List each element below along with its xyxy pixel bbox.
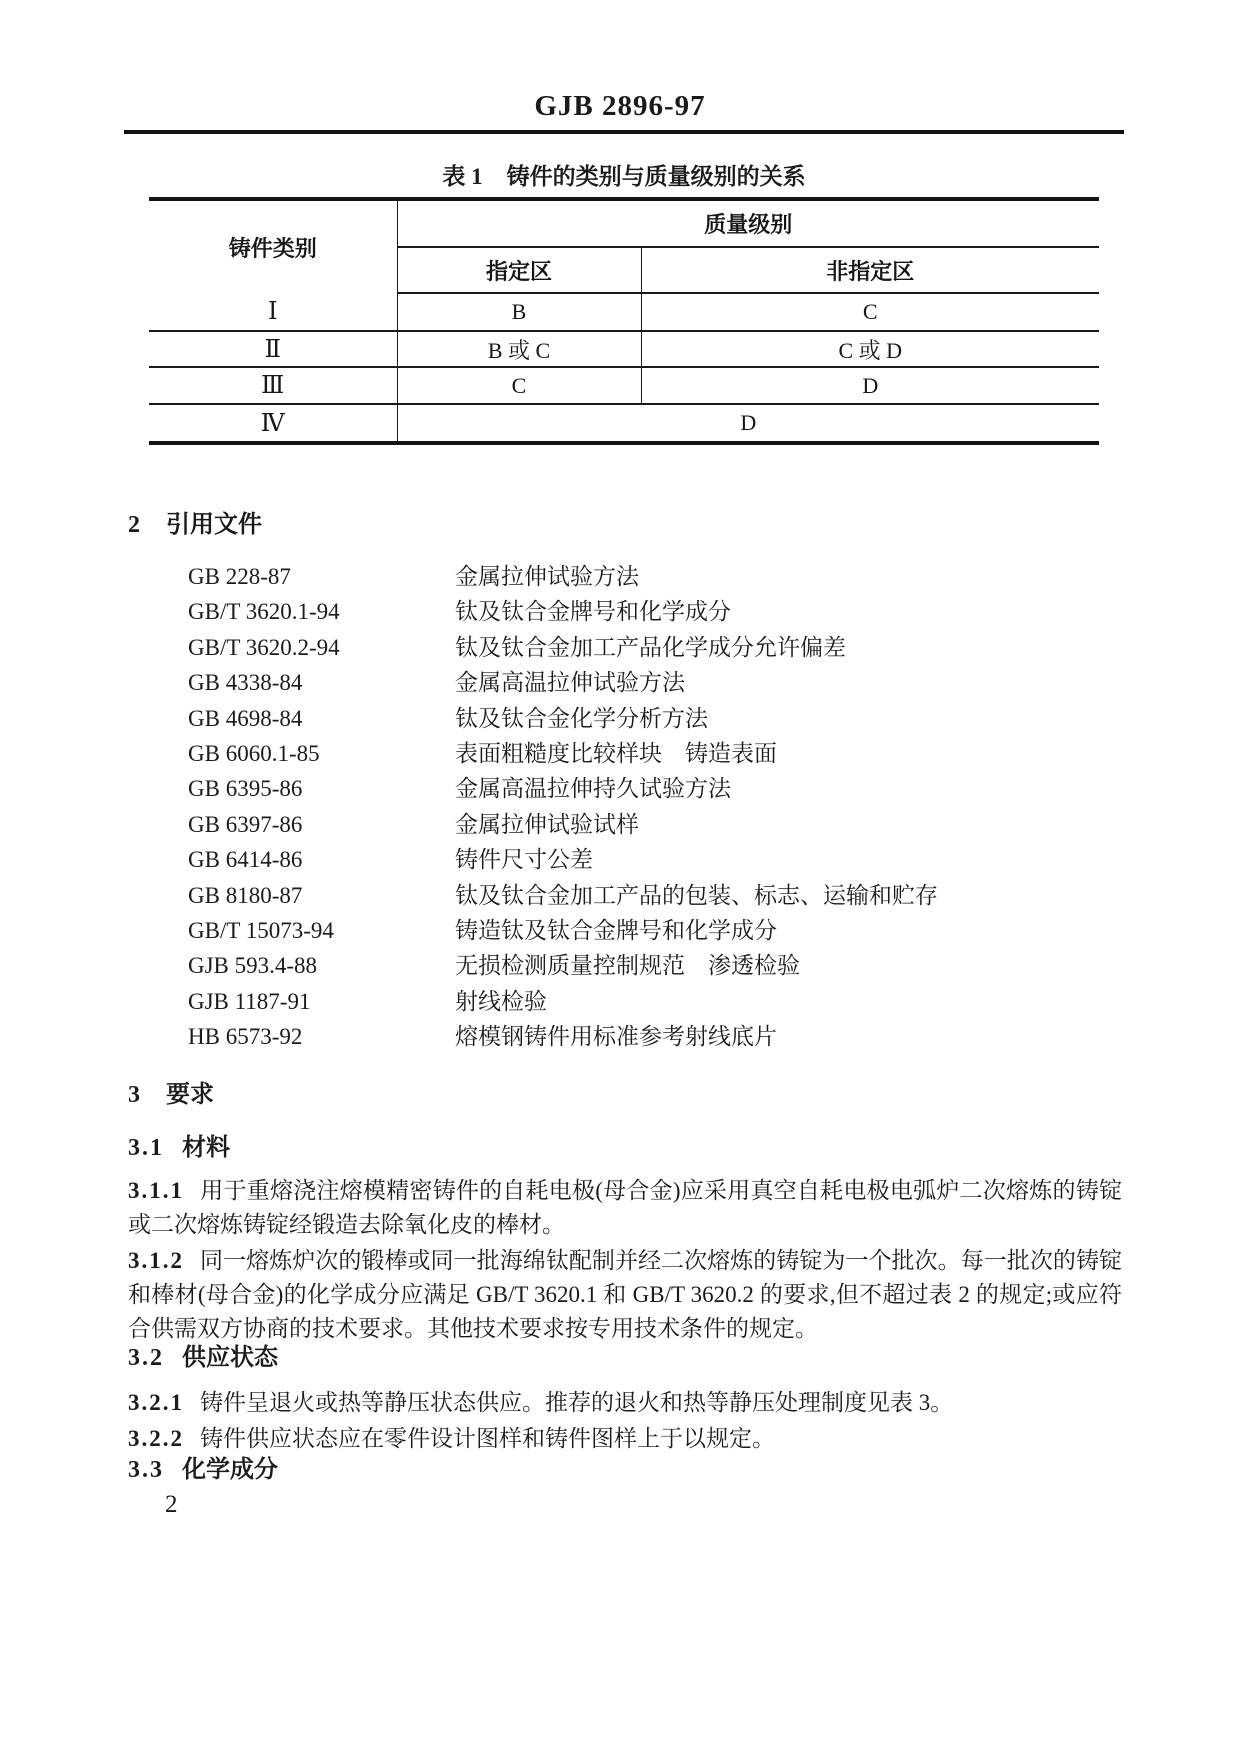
reference-title: 钛及钛合金加工产品的包装、标志、运输和贮存: [455, 882, 938, 908]
reference-title: 金属高温拉伸试验方法: [455, 670, 685, 696]
paragraph-321-text: 铸件呈退火或热等静压状态供应。推荐的退火和热等静压处理制度见表 3。: [200, 1390, 954, 1415]
reference-item: [188, 878, 938, 913]
paragraph-322: [128, 1422, 1122, 1456]
section32-title: 供应状态: [182, 1345, 278, 1371]
table1-cell-designated: C: [397, 367, 641, 404]
reference-title: 金属高温拉伸持久试验方法: [455, 776, 731, 802]
section2-number: 2: [128, 512, 142, 538]
table1-row: [149, 367, 1099, 404]
reference-title: 无损检测质量控制规范 渗透检验: [455, 953, 800, 979]
section32-heading: [128, 1341, 278, 1375]
reference-code: GB 228-87: [188, 564, 291, 589]
reference-item: [188, 559, 938, 594]
table1-header-non-designated-zone: 非指定区: [641, 247, 1099, 293]
reference-item: [188, 984, 938, 1019]
table1-cell-class: Ⅱ: [149, 331, 397, 367]
paragraph-312: [128, 1244, 1122, 1346]
paragraph-311-text: 用于重熔浇注熔模精密铸件的自耗电极(母合金)应采用真空自耗电极电弧炉二次熔炼的铸锭或二次熔炼铸锭经锻造去除氧化皮的棒材。: [128, 1178, 1122, 1237]
reference-code: GB 4338-84: [188, 670, 303, 696]
table1-cell-designated: B: [397, 293, 641, 331]
table1-caption: 铸件的类别与质量级别的关系: [506, 164, 806, 189]
reference-item: [188, 1019, 938, 1054]
table1-row: [149, 404, 1099, 443]
table1-row: [149, 293, 1099, 331]
reference-item: [188, 842, 938, 877]
table1-cell-designated: B 或 C: [397, 331, 641, 367]
reference-item: [188, 594, 938, 629]
section32-number: 3.2: [128, 1345, 164, 1371]
reference-item: [188, 736, 938, 771]
page-number: 2: [165, 1491, 178, 1518]
reference-item: [188, 665, 938, 700]
reference-item: [188, 701, 938, 736]
table1-header-row-1: [149, 199, 1099, 247]
table1-cell-class: Ⅰ: [149, 293, 397, 331]
reference-item: [188, 913, 938, 948]
section33-number: 3.3: [128, 1457, 164, 1483]
table1-cell-class: Ⅲ: [149, 367, 397, 404]
reference-code: GB 6414-86: [188, 847, 303, 873]
section3-title: 要求: [166, 1082, 214, 1108]
section33-heading: [128, 1453, 278, 1487]
reference-title: 钛及钛合金加工产品化学成分允许偏差: [455, 634, 846, 660]
table1-cell-class: Ⅳ: [149, 404, 397, 443]
reference-code: HB 6573-92: [188, 1024, 303, 1050]
reference-title: 铸造钛及钛合金牌号和化学成分: [455, 917, 777, 943]
paragraph-312-text: 同一熔炼炉次的锻棒或同一批海绵钛配制并经二次熔炼的铸锭为一个批次。每一批次的铸锭和棒材(母合金)的化学成分应满足 GB/T 3620.1 和 GB/T 3620.2 的要求,但不超过表 2 的规定;或应符合供需双方协商的技术要求。其他技术要求按专用技术条件的规定。: [128, 1248, 1122, 1341]
section33-title: 化学成分: [182, 1457, 278, 1483]
reference-title: 钛及钛合金牌号和化学成分: [455, 599, 731, 625]
reference-title: 射线检验: [455, 988, 547, 1014]
reference-code: GB 8180-87: [188, 882, 303, 908]
table1-header-casting-class: 铸件类别: [149, 199, 397, 293]
reference-item: [188, 630, 938, 665]
paragraph-321: [128, 1386, 1122, 1420]
section3-heading: [128, 1078, 214, 1112]
reference-code: GB 6060.1-85: [188, 740, 320, 766]
table1-cell-non-designated: C 或 D: [641, 331, 1099, 367]
table1: [149, 197, 1099, 445]
reference-title: 金属拉伸试验方法: [455, 564, 639, 589]
reference-title: 熔模钢铸件用标准参考射线底片: [455, 1024, 777, 1050]
reference-title: 钛及钛合金化学分析方法: [455, 705, 708, 731]
reference-code: GB 6397-86: [188, 811, 303, 837]
paragraph-322-text: 铸件供应状态应在零件设计图样和铸件图样上于以规定。: [200, 1426, 775, 1451]
header-rule: [124, 130, 1124, 134]
reference-code: GB 6395-86: [188, 776, 303, 802]
table1-header-designated-zone: 指定区: [397, 247, 641, 293]
table1-row: [149, 331, 1099, 367]
table1-cell-non-designated: D: [641, 367, 1099, 404]
reference-code: GJB 1187-91: [188, 988, 311, 1014]
reference-code: GB/T 3620.2-94: [188, 634, 340, 660]
reference-title: 铸件尺寸公差: [455, 847, 593, 873]
section2-heading: [128, 508, 262, 542]
paragraph-311: [128, 1174, 1122, 1242]
table1-header-quality-grade: 质量级别: [397, 199, 1099, 247]
table1-cell-non-designated: C: [641, 293, 1099, 331]
reference-code: GB/T 3620.1-94: [188, 599, 340, 625]
reference-code: GJB 593.4-88: [188, 953, 318, 979]
standard-code-header: GJB 2896-97: [534, 90, 706, 122]
reference-item: [188, 807, 938, 842]
section31-heading: [128, 1131, 230, 1165]
paragraph-322-number: 3.2.2: [128, 1426, 184, 1451]
paragraph-311-number: 3.1.1: [128, 1178, 184, 1203]
reference-title: 表面粗糙度比较样块 铸造表面: [455, 740, 777, 766]
reference-list: [188, 559, 938, 1054]
reference-item: [188, 948, 938, 983]
table1-cell-all-zones: D: [740, 410, 757, 435]
table1-title: [149, 158, 1099, 191]
section31-title: 材料: [182, 1135, 230, 1161]
reference-code: GB 4698-84: [188, 705, 303, 731]
paragraph-321-number: 3.2.1: [128, 1390, 184, 1415]
section2-title: 引用文件: [166, 512, 262, 538]
table1-label: 表 1: [442, 164, 483, 189]
section3-number: 3: [128, 1082, 142, 1108]
reference-code: GB/T 15073-94: [188, 917, 334, 943]
reference-title: 金属拉伸试验试样: [455, 811, 639, 837]
paragraph-312-number: 3.1.2: [128, 1248, 184, 1273]
section31-number: 3.1: [128, 1135, 164, 1161]
reference-item: [188, 771, 938, 806]
